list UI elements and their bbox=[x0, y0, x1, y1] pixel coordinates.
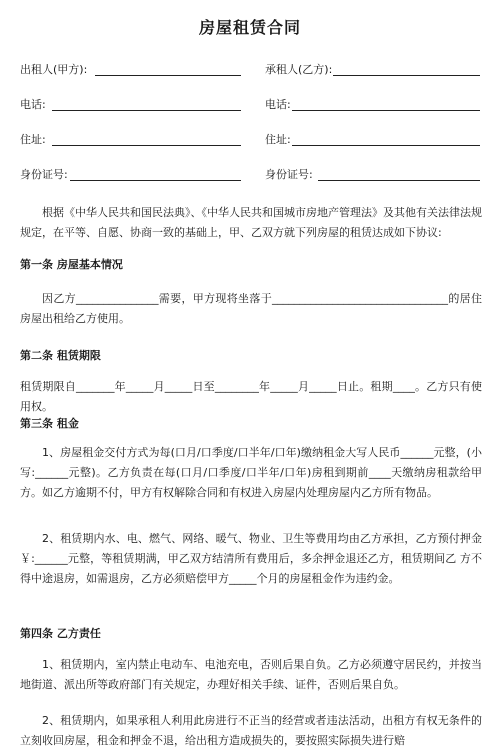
address-b-blank[interactable] bbox=[292, 145, 480, 146]
document-title: 房屋租赁合同 bbox=[198, 18, 301, 37]
phone-b-blank[interactable] bbox=[292, 110, 480, 111]
section-2-heading: 第二条 租赁期限 bbox=[20, 349, 101, 362]
section-3-paragraph-1: 1、房屋租金交付方式为每(口月/口季度/口半年/口年)缴纳租金大写人民币______元整，(小写:______元整)。乙方负责在每(口月/口季度/口半年/口年)房租到期前____天缴纳房租款给甲方。如乙方逾期不付，甲方有权解除合同和有权进入房屋内处理房屋内乙方所有物品。 bbox=[20, 446, 482, 499]
section-2-text: 租赁期限自_______年_____月_____日至________年_____月_____日止。租期____。乙方只有使用权。 bbox=[20, 380, 482, 413]
lessor-blank[interactable] bbox=[95, 75, 241, 76]
section-1-text: 因乙方_______________需要，甲方现将坐落于________________________________的居住房屋出租给乙方使用。 bbox=[20, 292, 482, 325]
address-a-blank[interactable] bbox=[52, 145, 241, 146]
section-4-paragraph-1: 1、租赁期内，室内禁止电动车、电池充电，否则后果自负。乙方必须遵守居民约，并按当地街道、派出所等政府部门有关规定，办理好相关手续、证件，否则后果自负。 bbox=[20, 658, 482, 691]
id-b-label: 身份证号: bbox=[265, 168, 313, 181]
id-a-blank[interactable] bbox=[70, 180, 241, 181]
section-1-heading: 第一条 房屋基本情况 bbox=[20, 258, 123, 271]
address-a-label: 住址: bbox=[20, 133, 46, 146]
section-4-heading: 第四条 乙方责任 bbox=[20, 627, 101, 640]
section-4-paragraph-2: 2、租赁期内，如果承租人利用此房进行不正当的经营或者违法活动，出租方有权无条件的立刻收回房屋，租金和押金不退，给出租方造成损失的，要按照实际损失进行赔 bbox=[20, 714, 482, 747]
address-b-label: 住址: bbox=[265, 133, 291, 146]
phone-a-label: 电话: bbox=[20, 98, 46, 111]
intro-paragraph: 根据《中华人民共和国民法典》、《中华人民共和国城市房地产管理法》及其他有关法律法规规定，在平等、自愿、协商一致的基础上，甲、乙双方就下列房屋的租赁达成如下协议: bbox=[20, 206, 482, 239]
lessee-label: 承租人(乙方): bbox=[265, 63, 333, 76]
section-3-heading: 第三条 租金 bbox=[20, 417, 79, 430]
phone-a-blank[interactable] bbox=[52, 110, 241, 111]
lessor-label: 出租人(甲方): bbox=[20, 63, 88, 76]
section-3-paragraph-2: 2、租赁期内水、电、燃气、网络、暖气、物业、卫生等费用均由乙方承担，乙方预付押金￥:______元整，等租赁期满，甲乙双方结清所有费用后，多余押金退还乙方，租赁期间乙 方不得中途退房，如需退房，乙方必须赔偿甲方_____个月的房屋租金作为违约金。 bbox=[20, 532, 482, 585]
phone-b-label: 电话: bbox=[265, 98, 291, 111]
lessee-blank[interactable] bbox=[333, 75, 480, 76]
id-b-blank[interactable] bbox=[318, 180, 480, 181]
id-a-label: 身份证号: bbox=[20, 168, 68, 181]
